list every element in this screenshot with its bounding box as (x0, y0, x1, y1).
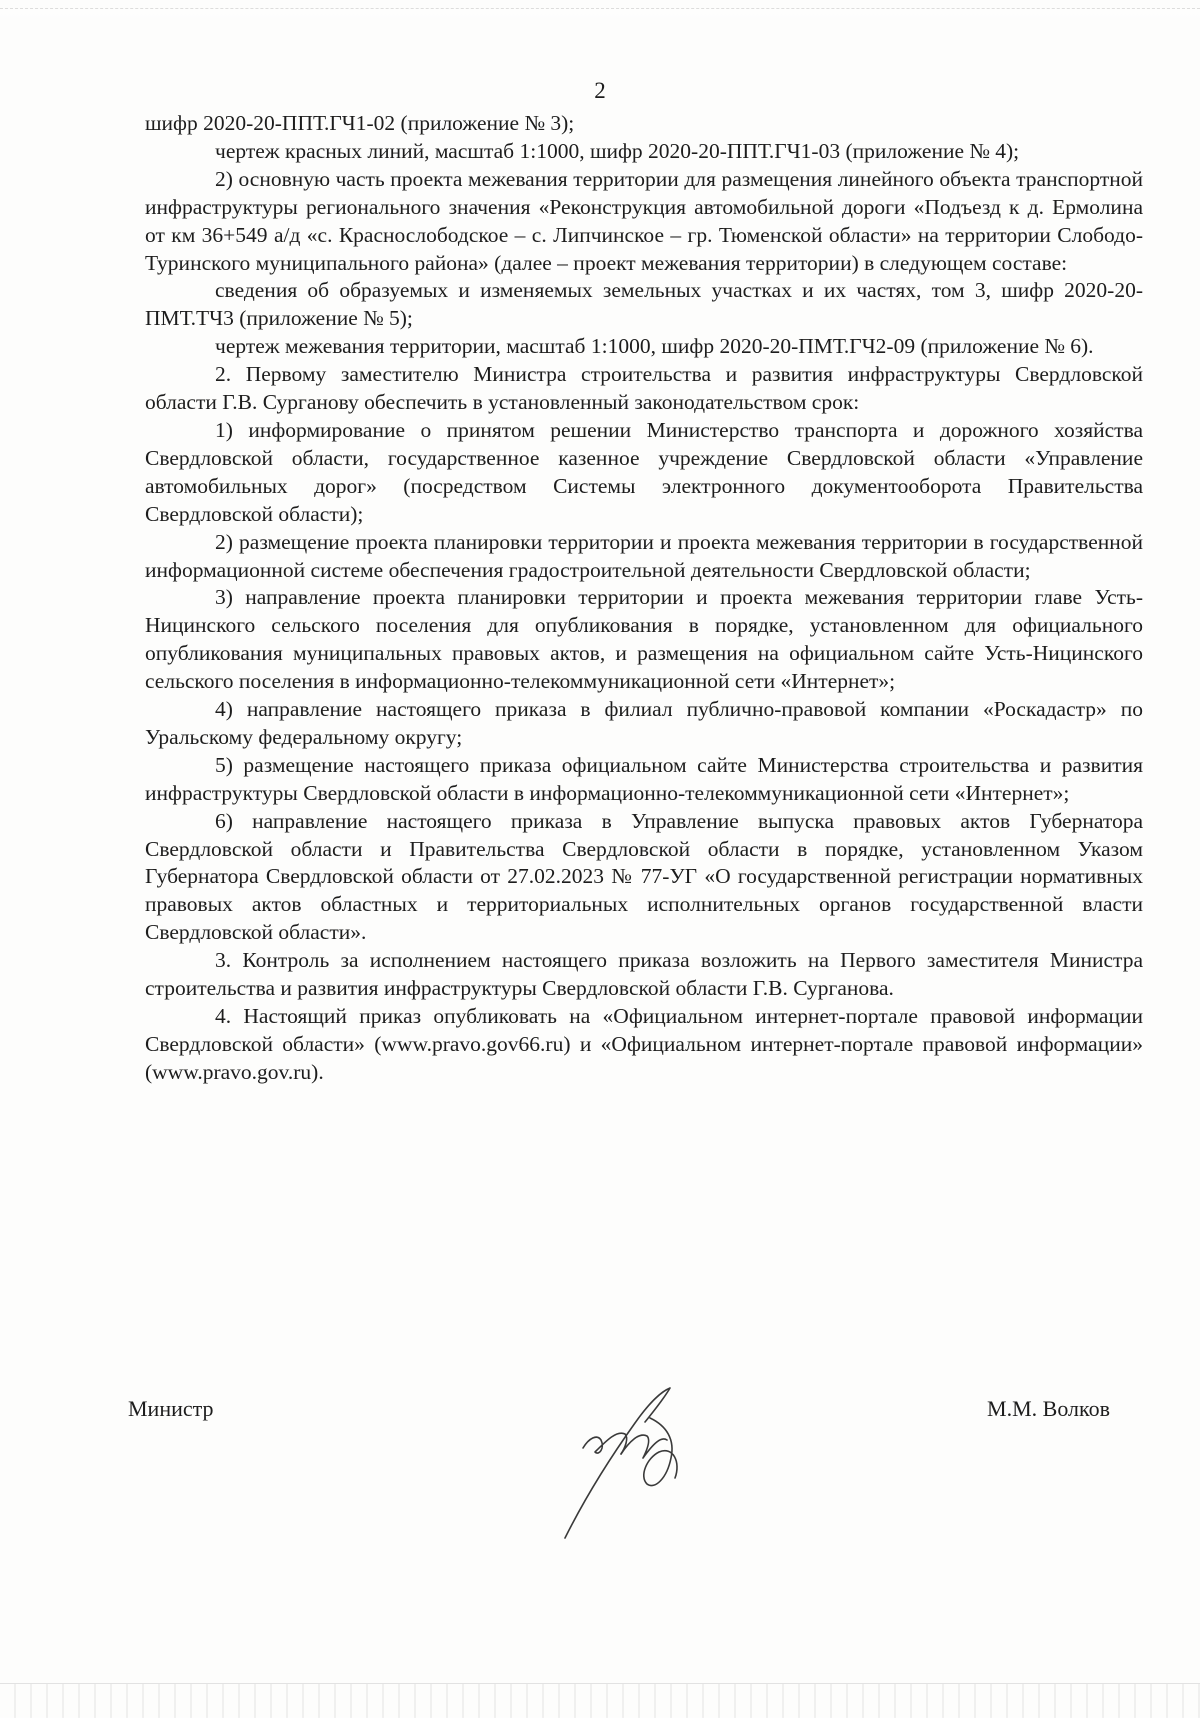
document-body (145, 110, 1143, 1087)
paragraph: чертеж межевания территории, масштаб 1:1000, шифр 2020-20-ПМТ.ГЧ2-09 (приложение № 6). (215, 334, 1094, 359)
handwritten-signature (555, 1378, 705, 1548)
paragraph: 2. Первому заместителю Министра строительства и развития инфраструктуры Свердловской области Г.В. Сурганову обеспечить в установленный законодательством срок: (145, 362, 1143, 415)
paragraph: 4) направление настоящего приказа в филиал публично-правовой компании «Роскадастр» по Уральскому федеральному округу; (145, 697, 1143, 749)
page-number: 2 (594, 78, 606, 103)
paragraph: 2) размещение проекта планировки территории и проекта межевания территории в государственной информационной системе обеспечения градостроительной деятельности Свердловской области; (145, 529, 1143, 582)
paragraph: 2) основную часть проекта межевания территории для размещения линейного объекта транспортной инфраструктуры регионального значения «Реконструкция автомобильной дороги «Подъезд к д. Ермолина от км 36+549 а/д «с. Краснослободское – с. Липчинское – гр. Тюменской области» на территории Слободо-Туринского муниципального района» (далее – проект межевания территории) в следующем составе: (145, 166, 1143, 275)
paragraph: сведения об образуемых и изменяемых земельных участках и их частях, том 3, шифр 2020-20-ПМТ.ТЧ3 (приложение № 5); (145, 278, 1143, 331)
paragraph: 3. Контроль за исполнением настоящего приказа возложить на Первого заместителя Министра строительства и развития инфраструктуры Свердловской области Г.В. Сурганова. (145, 948, 1143, 1001)
paragraph: чертеж красных линий, масштаб 1:1000, шифр 2020-20-ППТ.ГЧ1-03 (приложение № 4); (215, 138, 1020, 163)
signatory-title: Министр (128, 1396, 214, 1421)
signatory-name: М.М. Волков (987, 1396, 1110, 1421)
scan-edge-bottom (0, 1683, 1200, 1718)
paragraph: 3) направление проекта планировки территории и проекта межевания территории главе Усть-Ницинского сельского поселения для опубликования в порядке, установленном для официального опубликования муниципальных правовых актов, и размещения на официальном сайте Усть-Ницинского сельского поселения в информационно-телекоммуникационной сети «Интернет»; (145, 585, 1143, 694)
scan-edge-top (0, 8, 1200, 29)
paragraph: шифр 2020-20-ППТ.ГЧ1-02 (приложение № 3); (145, 111, 575, 135)
paragraph: 1) информирование о принятом решении Министерство транспорта и дорожного хозяйства Свердловской области, государственное казенное учреждение Свердловской области «Управление автомобильных дорог» (посредством Системы электронного документооборота Правительства Свердловской области); (145, 417, 1143, 526)
paragraph: 4. Настоящий приказ опубликовать на «Официальном интернет-портале правовой информации Свердловской области» (www.pravo.gov66.ru) и «Официальном интернет-портале правовой информации» (www.pravo.gov.ru). (145, 1004, 1143, 1084)
paragraph: 5) размещение настоящего приказа официальном сайте Министерства строительства и развития инфраструктуры Свердловской области в информационно-телекоммуникационной сети «Интернет»; (145, 752, 1143, 805)
paragraph: 6) направление настоящего приказа в Управление выпуска правовых актов Губернатора Свердловской области и Правительства Свердловской области в порядке, установленном Указом Губернатора Свердловской области от 27.02.2023 № 77-УГ «О государственной регистрации нормативных правовых актов областных и территориальных исполнительных органов государственной власти Свердловской области». (145, 808, 1143, 945)
signature-block (0, 1396, 1200, 1566)
